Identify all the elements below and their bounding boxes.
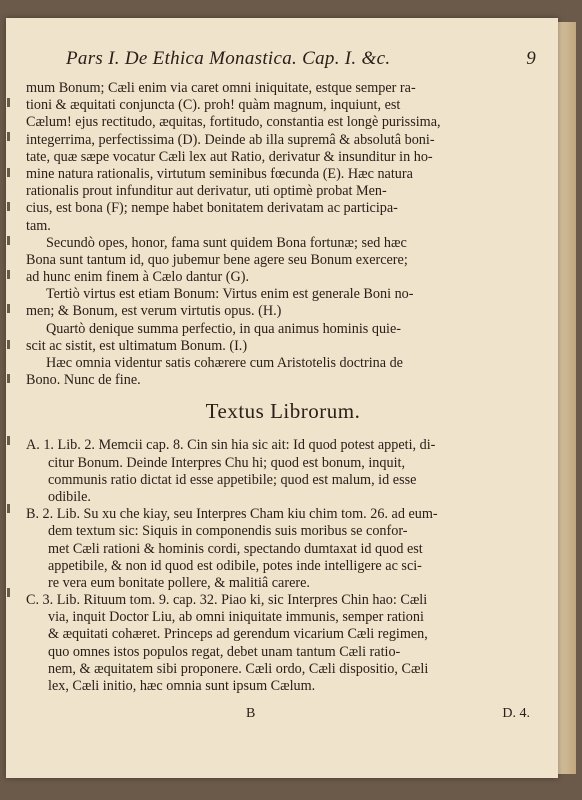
margin-marks: [6, 18, 14, 778]
text-line: Bono. Nunc de fine.: [26, 372, 141, 389]
text-line: integerrima, perfectissima (D). Deinde ab illa supremâ & absolutâ boni-: [26, 131, 435, 148]
note-line: re vera eum bonitate pollere, & malitiâ carere.: [48, 574, 310, 591]
paragraph-3: [26, 286, 540, 320]
note-b: [26, 506, 540, 592]
note-line: B. 2. Lib. Su xu che kiay, seu Interpres Cham kiu chim tom. 26. ad eum-: [26, 506, 438, 523]
text-line: Cælum! ejus rectitudo, æquitas, fortitudo, constantia est longè purissima,: [26, 114, 441, 131]
text-line: cius, est bona (F); nempe habet bonitatem derivatam ac participa-: [26, 200, 398, 217]
running-header: [66, 48, 536, 70]
text-line: Bona sunt tantum id, quo jubemur bene agere seu Bonum exercere;: [26, 251, 408, 268]
margin-mark: [7, 168, 10, 177]
margin-mark: [7, 436, 10, 445]
note-line: & æquitati cohæret. Princeps ad gerendum vicarium Cæli regimen,: [48, 626, 428, 643]
page-footer: [26, 706, 540, 726]
note-line: appetibile, & non id quod est odibile, potes inde intelligere ac sci-: [48, 557, 422, 574]
margin-mark: [7, 202, 10, 211]
signature-mark: B: [246, 706, 256, 721]
note-line: odibile.: [48, 488, 91, 505]
text-line: Quartò denique summa perfectio, in qua animus hominis quie-: [46, 320, 401, 337]
margin-mark: [7, 270, 10, 279]
page-number: 9: [526, 48, 536, 69]
note-line: dem textum sic: Siquis in componendis suis moribus se confor-: [48, 523, 408, 540]
note-line: via, inquit Doctor Liu, ab omni iniquitate immunis, semper rationi: [48, 609, 424, 626]
running-title: Pars I. De Ethica Monastica. Cap. I. &c.: [66, 48, 391, 69]
note-c: [26, 592, 540, 695]
margin-mark: [7, 588, 10, 597]
text-line: tam.: [26, 217, 51, 234]
note-line: lex, Cæli initio, hæc omnia sunt ipsum Cælum.: [48, 678, 316, 694]
note-line: citur Bonum. Deinde Interpres Chu hi; quod est bonum, inquit,: [48, 454, 406, 471]
note-line: met Cæli rationi & hominis cordi, spectando dumtaxat id quod est: [48, 540, 423, 557]
text-line: mine natura rationalis, virtutum seminibus fœcunda (E). Hæc natura: [26, 165, 413, 182]
text-line: Hæc omnia videntur satis cohærere cum Aristotelis doctrina de: [46, 355, 403, 371]
margin-mark: [7, 340, 10, 349]
margin-mark: [7, 236, 10, 245]
note-line: C. 3. Lib. Rituum tom. 9. cap. 32. Piao ki, sic Interpres Chin hao: Cæli: [26, 592, 428, 609]
text-line: Tertiò virtus est etiam Bonum: Virtus enim est generale Boni no-: [46, 286, 414, 303]
margin-mark: [7, 304, 10, 313]
text-line: scit ac sistit, est ultimatum Bonum. (I.): [26, 337, 248, 354]
section-heading: Textus Librorum.: [205, 399, 361, 424]
paragraph-4: [26, 321, 540, 355]
note-line: A. 1. Lib. 2. Memcii cap. 8. Cin sin hia sic ait: Id quod potest appeti, di-: [26, 437, 436, 454]
margin-mark: [7, 504, 10, 513]
text-line: tioni & æquitati conjuncta (C). proh! quàm magnum, inquiunt, est: [26, 97, 401, 114]
note-line: nem, & æquitatem sibi proponere. Cæli ordo, Cæli dispositio, Cæli: [48, 660, 429, 677]
paragraph-1: [26, 80, 540, 235]
note-line: communis ratio dictat id esse appetibile; quod est malum, id esse: [48, 471, 417, 488]
margin-mark: [7, 374, 10, 383]
text-line: rationalis prout infunditur aut derivatur, uti optimè probat Men-: [26, 183, 387, 200]
page-edge: [558, 22, 576, 774]
note-line: quo omnes istos populos regat, debet unam tantum Cæli ratio-: [48, 643, 401, 660]
text-line: men; & Bonum, est verum virtutis opus. (H.): [26, 303, 282, 320]
text-line: Secundò opes, honor, fama sunt quidem Bona fortunæ; sed hæc: [46, 234, 407, 251]
text-line: tate, quæ sæpe vocatur Cæli lex aut Ratio, derivatur & insunditur in ho-: [26, 148, 433, 165]
note-a: [26, 437, 540, 506]
catchword: D. 4.: [502, 706, 530, 721]
margin-mark: [7, 132, 10, 141]
paragraph-5: [26, 355, 540, 389]
margin-mark: [7, 98, 10, 107]
text-line: mum Bonum; Cæli enim via caret omni iniquitate, estque semper ra-: [26, 80, 416, 96]
paragraph-2: [26, 235, 540, 287]
page-body: [26, 80, 540, 695]
text-line: ad hunc enim finem à Cælo dantur (G).: [26, 269, 250, 286]
book-page: [6, 18, 558, 778]
